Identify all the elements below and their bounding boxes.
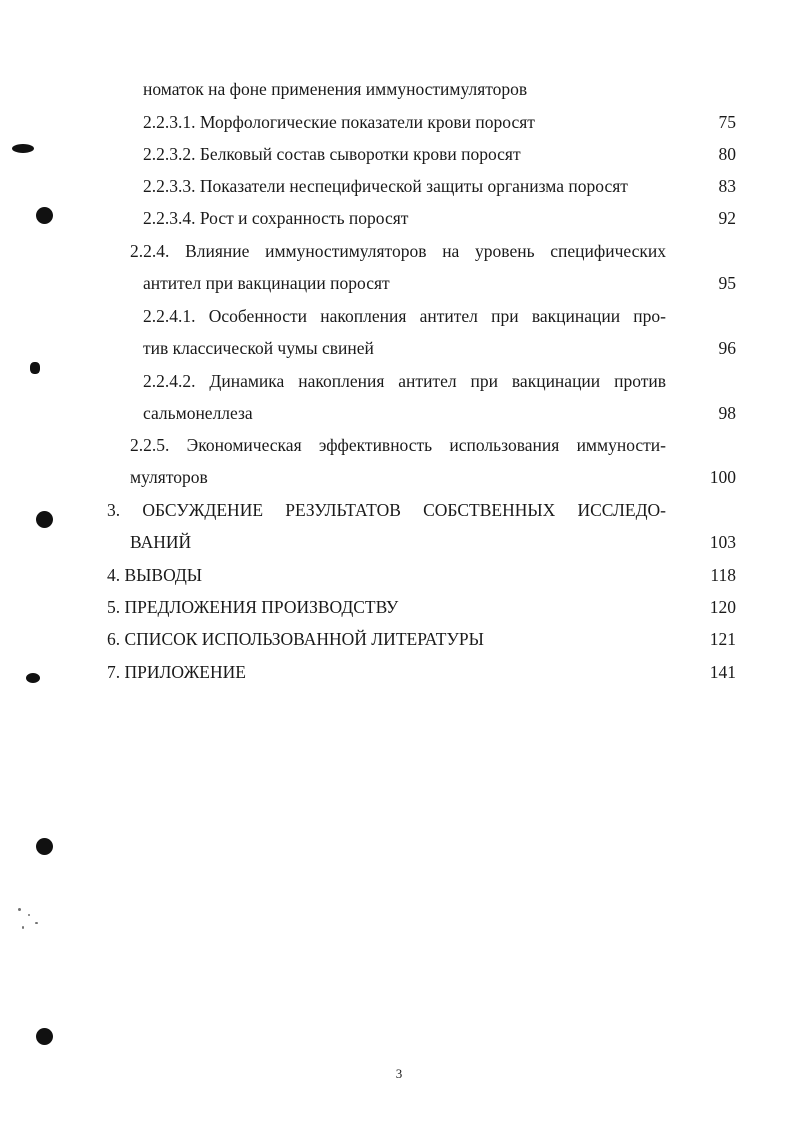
- toc-entry-224-line2: антител при вакцинации поросят: [143, 273, 390, 293]
- toc-entry-224-line1: 2.2.4. Влияние иммуностимуляторов на уровень специфических: [130, 241, 666, 261]
- toc-entry-3-line2: ВАНИЙ: [130, 532, 192, 552]
- toc-entry-225-line1: 2.2.5. Экономическая эффективность использования иммуности-: [130, 435, 666, 455]
- toc-continuation-line: номаток на фоне применения иммуностимуляторов: [143, 79, 528, 99]
- toc-entry-2231: 2.2.3.1. Морфологические показатели крови поросят: [143, 112, 535, 132]
- toc-page-7: 141: [709, 662, 736, 682]
- toc-page-224: 95: [718, 273, 736, 293]
- toc-entry-2234: 2.2.3.4. Рост и сохранность поросят: [143, 208, 409, 228]
- toc-page-2231: 75: [718, 112, 736, 132]
- toc-page-2241: 96: [718, 338, 736, 358]
- toc-entry-7: 7. ПРИЛОЖЕНИЕ: [107, 662, 246, 682]
- punch-hole-dot: [36, 1028, 53, 1045]
- scan-speck: [12, 144, 34, 153]
- toc-page-225: 100: [709, 467, 736, 487]
- toc-page-3: 103: [709, 532, 736, 552]
- punch-hole-dot: [36, 207, 53, 224]
- scan-speck: [18, 908, 21, 911]
- toc-entry-225-line2: муляторов: [130, 467, 208, 487]
- punch-hole-dot: [36, 511, 53, 528]
- toc-page-2242: 98: [718, 403, 736, 423]
- toc-page-2232: 80: [718, 144, 736, 164]
- scan-speck: [30, 362, 40, 374]
- scan-speck: [22, 926, 24, 929]
- scan-speck: [35, 922, 38, 924]
- toc-entry-2232: 2.2.3.2. Белковый состав сыворотки крови поросят: [143, 144, 521, 164]
- page-number: 3: [395, 1066, 403, 1081]
- toc-page-4: 118: [710, 565, 736, 585]
- toc-entry-6: 6. СПИСОК ИСПОЛЬЗОВАННОЙ ЛИТЕРАТУРЫ: [107, 629, 484, 649]
- scan-speck: [28, 914, 30, 916]
- toc-entry-2242-line1: 2.2.4.2. Динамика накопления антител при вакцинации против: [143, 371, 666, 391]
- toc-entry-3-line1: 3. ОБСУЖДЕНИЕ РЕЗУЛЬТАТОВ СОБСТВЕННЫХ ИССЛЕДО-: [107, 500, 666, 520]
- toc-page-2233: 83: [718, 176, 736, 196]
- toc-page-2234: 92: [718, 208, 736, 228]
- toc-entry-2233: 2.2.3.3. Показатели неспецифической защиты организма поросят: [143, 176, 628, 196]
- toc-entry-2241-line2: тив классической чумы свиней: [143, 338, 374, 358]
- scan-speck: [26, 673, 40, 683]
- toc-entry-5: 5. ПРЕДЛОЖЕНИЯ ПРОИЗВОДСТВУ: [107, 597, 399, 617]
- toc-page-6: 121: [709, 629, 736, 649]
- toc-page-5: 120: [709, 597, 736, 617]
- toc-entry-4: 4. ВЫВОДЫ: [107, 565, 203, 585]
- toc-entry-2242-line2: сальмонеллеза: [143, 403, 253, 423]
- toc-entry-2241-line1: 2.2.4.1. Особенности накопления антител при вакцинации про-: [143, 306, 666, 326]
- punch-hole-dot: [36, 838, 53, 855]
